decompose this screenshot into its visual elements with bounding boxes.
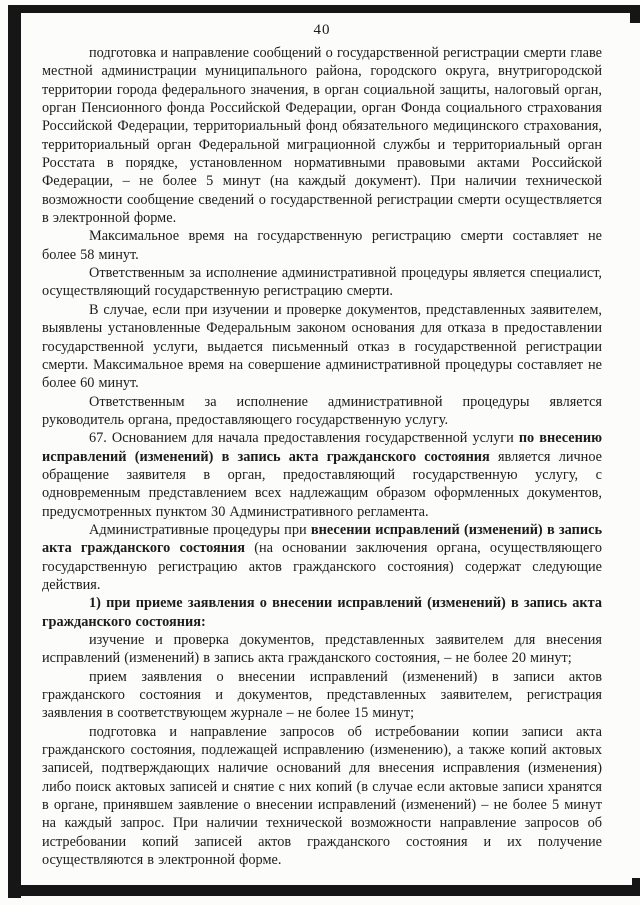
paragraph-text: изучение и проверка документов, представленных заявителем для внесения исправлений (изменений) в запись акта гражданского состояния, – не более 20 минут; bbox=[42, 632, 602, 667]
paragraph-text: подготовка и направление сообщений о государственной регистрации смерти главе местной администрации муниципального района, городского округа, внутригородской территории города федерального значения, в орган социальной защиты, налоговый орган, орган Пенсионного фонда Российской Федерации, орган Фонда социального страхования Российской Федерации, территориальный фонд обязательного медицинского страхования, территориальный орган Федеральной миграционной службы и территориальный орган Росстата в порядке, установленном нормативными правовыми актами Российской Федерации, – не более 5 минут (на каждый документ). При наличии технической возможности сообщение сведений о государственной регистрации смерти осуществляется в электронной форме. bbox=[42, 45, 602, 227]
document-body bbox=[42, 44, 602, 869]
paragraph-text: 67. Основанием для начала предоставления государственной услуги bbox=[89, 430, 519, 447]
paragraph bbox=[42, 393, 602, 430]
paragraph bbox=[42, 631, 602, 668]
scan-artifact-top-right-corner bbox=[630, 5, 640, 23]
paragraph-text: Ответственным за исполнение административной процедуры является руководитель органа, предоставляющего государственную услугу. bbox=[42, 393, 602, 428]
paragraph-text: является личное обращение заявителя в орган, предоставляющий государственную услугу, с одновременным представлением всех надлежащим образом оформленных документов, предусмотренных пунктом 30 Административного регламента. bbox=[42, 448, 602, 520]
paragraph bbox=[42, 594, 602, 631]
paragraph bbox=[42, 44, 602, 227]
paragraph bbox=[42, 227, 602, 264]
paragraph-text: прием заявления о внесении исправлений (изменений) в записи актов гражданского состояния и документов, представленных заявителем, регистрация заявления в соответствующем журнале – не более 15 минут; bbox=[42, 668, 602, 722]
scan-artifact-top-edge bbox=[8, 5, 640, 13]
paragraph bbox=[42, 264, 602, 301]
scan-artifact-bottom-right-corner bbox=[632, 878, 640, 896]
paragraph-text: подготовка и направление запросов об истребовании копии записи акта гражданского состояния, подлежащей исправлению (изменению), а также копий актовых записей, подтверждающих наличие оснований для внесения исправления (изменения) либо поиск актовых записей и снятие с них копий (в случае если актовые записи хранятся в органе, принявшем заявление о внесении исправлений (изменений) – не более 5 минут на каждый запрос. При наличии технической возможности направление запросов об истребовании копий записей актов гражданского состояния и их получение осуществляются в электронной форме. bbox=[42, 723, 602, 869]
paragraph-text-bold: 1) при приеме заявления о внесении исправлений (изменений) в запись акта гражданского состояния: bbox=[42, 595, 602, 630]
scan-artifact-left-edge bbox=[8, 5, 21, 898]
page-number: 40 bbox=[313, 22, 331, 38]
scan-artifact-bottom-edge bbox=[8, 885, 636, 896]
paragraph-text: (на основании заключения органа, осуществляющего государственную регистрацию актов гражданского состояния) содержат следующие действия. bbox=[42, 540, 603, 593]
paragraph bbox=[42, 301, 602, 393]
paragraph-text: Максимальное время на государственную регистрацию смерти составляет не более 58 минут. bbox=[42, 228, 602, 263]
paragraph bbox=[42, 723, 602, 870]
paragraph bbox=[42, 429, 602, 521]
paragraph-text-bold: по внесению исправлений (изменений) в запись акта гражданского состояния bbox=[42, 430, 602, 465]
paragraph bbox=[42, 521, 602, 594]
paragraph-text-bold: внесении исправлений (изменений) в запись акта гражданского состояния bbox=[42, 521, 603, 557]
paragraph bbox=[42, 668, 602, 723]
paragraph-text: Ответственным за исполнение административной процедуры является специалист, осуществляющий государственную регистрацию смерти. bbox=[42, 265, 602, 300]
paragraph-text: В случае, если при изучении и проверке документов, представленных заявителем, выявлены установленные Федеральным законом основания для отказа в предоставлении государственной услуги, выдается письменный отказ в государственной регистрации смерти. Максимальное время на совершение административной процедуры составляет не более 60 минут. bbox=[42, 301, 602, 392]
paragraph-text: Административные процедуры при bbox=[89, 521, 311, 538]
